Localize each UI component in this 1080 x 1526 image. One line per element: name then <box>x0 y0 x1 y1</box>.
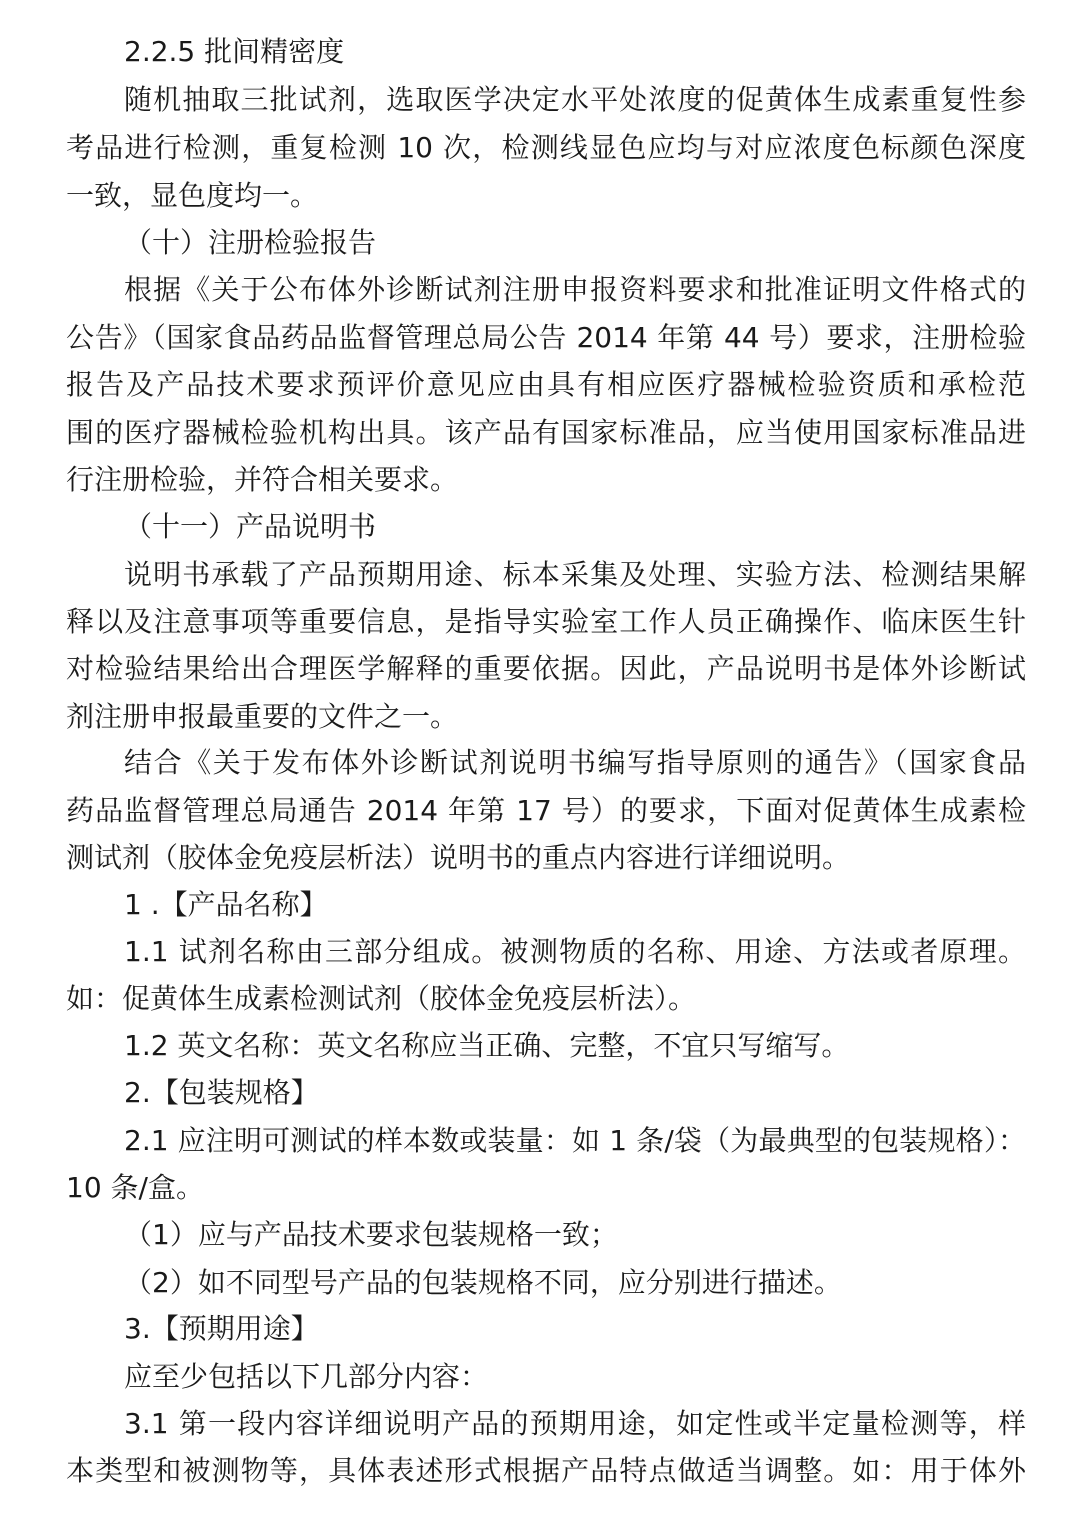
paragraph-line: 10 条/盒。 <box>66 1171 204 1204</box>
paragraph-line: 应至少包括以下几部分内容： <box>124 1360 489 1393</box>
paragraph-line: 说明书承载了产品预期用途、标本采集及处理、实验方法、检测结果解 <box>124 558 1026 591</box>
paragraph-line: 1.1 试剂名称由三部分组成。被测物质的名称、用途、方法或者原理。 <box>124 935 1026 968</box>
paragraph-line: 测试剂（胶体金免疫层析法）说明书的重点内容进行详细说明。 <box>66 841 851 874</box>
list-item: （1）应与产品技术要求包装规格一致； <box>124 1218 618 1251</box>
paragraph-line: 一致，显色度均一。 <box>66 179 319 212</box>
section-heading-11: （十一）产品说明书 <box>124 510 377 543</box>
paragraph-line: 公告》（国家食品药品监督管理总局公告 2014 年第 44 号）要求，注册检验 <box>66 321 1026 354</box>
paragraph-line: 如：促黄体生成素检测试剂（胶体金免疫层析法）。 <box>66 982 697 1015</box>
paragraph-line: 结合《关于发布体外诊断试剂说明书编写指导原则的通告》（国家食品 <box>124 746 1026 779</box>
subsection-heading-product-name: 1 .【产品名称】 <box>124 888 328 921</box>
paragraph-line: 本类型和被测物等，具体表述形式根据产品特点做适当调整。如：用于体外 <box>66 1454 1026 1487</box>
paragraph-line: 报告及产品技术要求预评价意见应由具有相应医疗器械检验资质和承检范 <box>66 368 1026 401</box>
paragraph-line: 2.1 应注明可测试的样本数或装量：如 1 条/袋（为最典型的包装规格）： <box>124 1124 1026 1157</box>
paragraph-line: 对检验结果给出合理医学解释的重要依据。因此，产品说明书是体外诊断试 <box>66 652 1026 685</box>
paragraph-line: 根据《关于公布体外诊断试剂注册申报资料要求和批准证明文件格式的 <box>124 273 1026 306</box>
subsection-heading-intended-use: 3.【预期用途】 <box>124 1312 319 1345</box>
paragraph-line: 3.1 第一段内容详细说明产品的预期用途，如定性或半定量检测等，样 <box>124 1407 1026 1440</box>
paragraph-line: 药品监督管理总局通告 2014 年第 17 号）的要求，下面对促黄体生成素检 <box>66 794 1026 827</box>
paragraph-line: 释以及注意事项等重要信息，是指导实验室工作人员正确操作、临床医生针 <box>66 605 1026 638</box>
paragraph-line: 行注册检验，并符合相关要求。 <box>66 463 459 496</box>
paragraph-line: 1.2 英文名称：英文名称应当正确、完整，不宜只写缩写。 <box>124 1029 850 1062</box>
heading-2-2-5: 2.2.5 批间精密度 <box>124 35 345 68</box>
paragraph-line: 考品进行检测，重复检测 10 次，检测线显色应均与对应浓度色标颜色深度 <box>66 131 1026 164</box>
subsection-heading-packaging: 2.【包装规格】 <box>124 1076 319 1109</box>
list-item: （2）如不同型号产品的包装规格不同，应分别进行描述。 <box>124 1266 842 1299</box>
paragraph-line: 围的医疗器械检验机构出具。该产品有国家标准品，应当使用国家标准品进 <box>66 416 1026 449</box>
paragraph-line: 随机抽取三批试剂，选取医学决定水平处浓度的促黄体生成素重复性参 <box>124 83 1026 116</box>
paragraph-line: 剂注册申报最重要的文件之一。 <box>66 700 459 733</box>
section-heading-10: （十）注册检验报告 <box>124 226 377 259</box>
